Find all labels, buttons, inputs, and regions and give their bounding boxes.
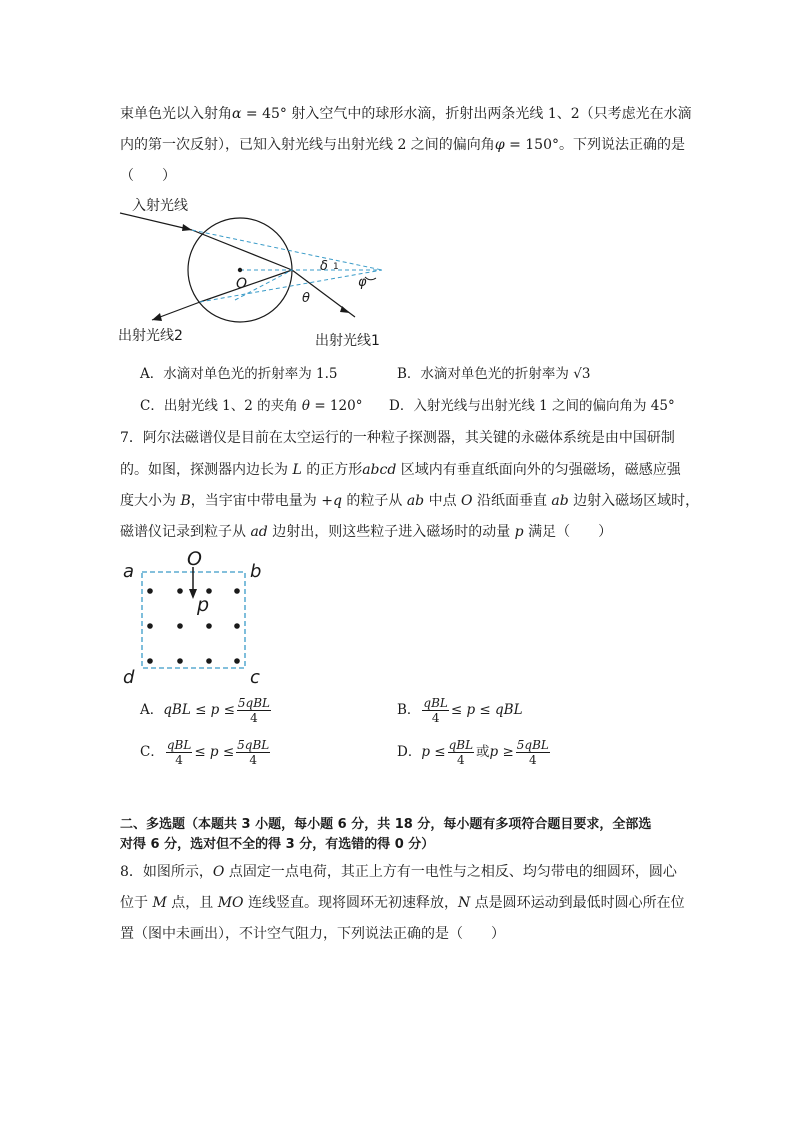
q7-text: 磁谱仪记录到粒子从 <box>120 524 251 540</box>
label-outgoing-2: 出射光线2 <box>118 328 183 344</box>
label-delta: δ <box>320 259 328 274</box>
option-label: B． <box>397 702 421 718</box>
fraction <box>448 738 474 767</box>
field-dot <box>234 588 240 594</box>
internal-ray-1 <box>192 230 292 270</box>
option-label: A． <box>140 702 164 718</box>
label-p: p <box>197 594 210 616</box>
var-L: L <box>292 462 302 478</box>
var-MO: MO <box>217 895 244 911</box>
q7-text: 的粒子从 <box>341 493 407 509</box>
var-ad: ad <box>250 524 268 540</box>
field-dots <box>147 588 240 664</box>
inequality: ≤ p ≤ qBL <box>450 702 523 718</box>
phi-arc <box>365 277 376 280</box>
var-q: q <box>332 493 342 509</box>
q7-option-b <box>397 693 523 727</box>
label-incident: 入射光线 <box>132 198 188 214</box>
incident-ray <box>120 213 192 230</box>
label-b: b <box>250 561 262 582</box>
inequality: p ≥ <box>489 744 514 760</box>
q8-text: 8．如图所示， <box>120 864 213 880</box>
field-dot <box>147 623 153 629</box>
q8-line-1 <box>120 862 677 882</box>
var-ab: ab <box>406 493 425 509</box>
denominator: 4 <box>249 753 258 767</box>
q7-text: 边射出，则这些粒子进入磁场时的动量 <box>267 524 515 540</box>
var-M: M <box>152 895 167 911</box>
q8-text: 位于 <box>120 895 153 911</box>
q7-text: 的。如图，探测器内边长为 <box>120 462 293 478</box>
q6-text: = 45° 射入空气中的球形水滴，折射出两条光线 1、2（只考虑光在水滴 <box>241 106 692 122</box>
label-one: 1 <box>333 262 339 272</box>
alpha-symbol: α <box>232 106 242 122</box>
denominator: 4 <box>431 711 440 725</box>
var-B: B <box>180 493 191 509</box>
q6-option-b <box>397 364 590 384</box>
q7-text: 满足（ ） <box>523 524 613 540</box>
outgoing-arrow-2 <box>152 313 162 321</box>
dashed-line <box>192 230 382 270</box>
raindrop-figure <box>110 190 410 355</box>
numerator: 5qBL <box>516 738 549 752</box>
var-abcd: abcd <box>362 462 397 478</box>
label-phi: φ <box>358 275 367 290</box>
q6-line-2 <box>120 135 685 155</box>
magnetic-field-figure <box>115 545 275 690</box>
denominator: 4 <box>175 753 183 767</box>
q8-text: 连线竖直。现将圆环无初速释放， <box>243 895 458 911</box>
field-dot <box>177 658 183 664</box>
q6-text: 束单色光以入射角 <box>120 106 232 122</box>
q8-text: 点，且 <box>166 895 218 911</box>
answer-bracket: （ ） <box>120 168 176 184</box>
q7-line-1: 7．阿尔法磁谱仪是目前在太空运行的一种粒子探测器，其关键的永磁体系统是由中国研制 <box>120 430 675 446</box>
theta-symbol: θ <box>301 398 311 414</box>
var-N: N <box>457 895 471 911</box>
q6-line-1 <box>120 104 692 124</box>
denominator: 4 <box>529 753 537 767</box>
q7-text: 边射入磁场区域时， <box>568 493 700 509</box>
var-O: O <box>461 493 473 509</box>
option-c-value: = 120° <box>310 398 363 414</box>
field-dot <box>234 658 240 664</box>
label-c: c <box>250 667 260 688</box>
q8-text: 点固定一点电荷，其正上方有一电性与之相反、均匀带电的细圆环，圆心 <box>224 864 677 880</box>
numerator: qBL <box>166 738 192 752</box>
q7-option-a <box>140 693 273 727</box>
fraction <box>236 738 270 767</box>
numerator: qBL <box>423 696 448 710</box>
center-dot <box>238 268 242 272</box>
q7-text: ，当宇宙中带电量为 + <box>190 493 333 509</box>
dashed-line <box>200 270 382 302</box>
var-O: O <box>212 864 225 880</box>
denominator: 4 <box>456 753 465 767</box>
var-p: p <box>514 524 524 540</box>
q7-text: 沿纸面垂直 <box>472 493 552 509</box>
fraction <box>516 738 550 767</box>
numerator: qBL <box>448 738 474 752</box>
q8-text: 点是圆环运动到最低时圆心所在位 <box>470 895 685 911</box>
q6-option-d: D．入射光线与出射光线 1 之间的偏向角为 45° <box>389 398 675 414</box>
entry-arrowhead <box>189 589 197 599</box>
q6-option-c <box>140 396 362 416</box>
or-word: 或 <box>476 744 490 760</box>
q7-option-d <box>397 735 552 769</box>
label-O: O <box>236 276 248 292</box>
numerator: 5qBL <box>237 696 271 710</box>
inequality: qBL ≤ p ≤ <box>163 702 235 718</box>
q7-text: 中点 <box>424 493 462 509</box>
q7-line-2 <box>120 460 681 480</box>
q8-line-2 <box>120 893 685 913</box>
field-dot <box>177 623 183 629</box>
label-outgoing-1: 出射光线1 <box>315 333 380 349</box>
q6-option-a: A．水滴对单色光的折射率为 1.5 <box>140 366 338 382</box>
option-b-text: B．水滴对单色光的折射率为 <box>397 366 574 382</box>
field-dot <box>206 623 212 629</box>
numerator: 5qBL <box>237 738 270 752</box>
inequality: ≤ p ≤ <box>194 744 235 760</box>
section-heading: 二、多选题（本题共 3 小题，每小题 6 分，共 18 分，每小题有多项符合题目要求，全部选 <box>120 817 652 832</box>
q7-line-3 <box>120 491 699 511</box>
field-dot <box>234 623 240 629</box>
option-c-text: C．出射光线 1、2 的夹角 <box>140 398 302 414</box>
var-ab: ab <box>551 493 569 509</box>
option-label: D． <box>397 744 422 760</box>
label-a: a <box>123 561 135 582</box>
field-dot <box>177 588 183 594</box>
label-theta: θ <box>302 291 310 306</box>
field-dot <box>147 588 153 594</box>
sqrt3-value: √3 <box>573 366 591 382</box>
q7-text: 的正方形 <box>301 462 363 478</box>
field-dot <box>206 588 212 594</box>
q7-line-4 <box>120 522 612 542</box>
option-label: C． <box>140 744 164 760</box>
phi-symbol: φ <box>494 137 505 153</box>
q6-text: 内的第一次反射），已知入射光线与出射光线 2 之间的偏向角 <box>120 137 495 153</box>
field-dot <box>147 658 153 664</box>
label-d: d <box>123 667 135 688</box>
q6-line-3 <box>120 166 176 186</box>
fraction <box>422 696 448 725</box>
inequality: p ≤ <box>421 744 446 760</box>
q7-text: 度大小为 <box>120 493 181 509</box>
incident-arrow <box>182 224 192 231</box>
q7-option-c <box>140 735 272 769</box>
label-O: O <box>187 548 202 570</box>
section-heading-2: 对得 6 分，选对但不全的得 3 分，有选错的得 0 分） <box>120 837 435 852</box>
q7-text: 区域内有垂直纸面向外的匀强磁场，磁感应强 <box>396 462 681 478</box>
fraction <box>237 696 271 725</box>
fraction <box>166 738 192 767</box>
q6-text: = 150°。下列说法正确的是 <box>504 137 685 153</box>
q8-line-3: 置（图中未画出），不计空气阻力，下列说法正确的是（ ） <box>120 926 505 942</box>
denominator: 4 <box>250 711 258 725</box>
field-dot <box>206 658 212 664</box>
